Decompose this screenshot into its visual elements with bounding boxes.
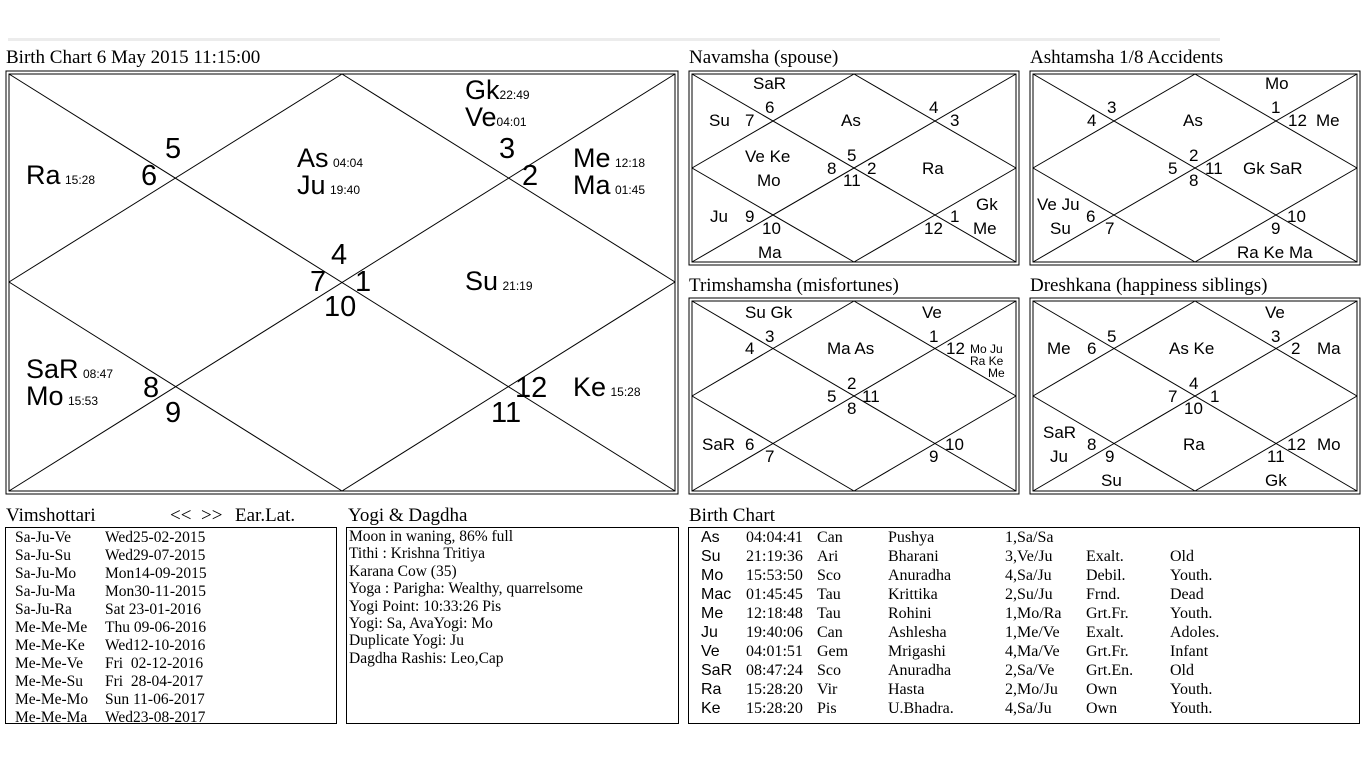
house-number: 5 <box>827 387 837 406</box>
pada-cell: 1,Sa/Sa <box>1005 529 1054 546</box>
house-number: 3 <box>1107 98 1117 117</box>
main-cell-top-right <box>465 75 530 133</box>
house-number: 2 <box>847 374 857 393</box>
nakshatra-cell: Hasta <box>888 681 925 698</box>
house-number: 1 <box>1210 387 1220 406</box>
house-number: 10 <box>1184 399 1203 418</box>
planet-time: 21:19 <box>502 279 533 293</box>
house-number: 10 <box>762 219 781 238</box>
chart-label: Su <box>1050 219 1071 238</box>
dreshkana-grid <box>1029 297 1361 495</box>
degree-cell: 19:40:06 <box>746 624 803 641</box>
planet-label: Su <box>465 266 499 296</box>
chart-label: Ve <box>1265 303 1285 322</box>
dasha-date: 28-04-2017 <box>123 673 204 690</box>
dasha-weekday: Mon <box>105 565 135 582</box>
chart-label: As <box>1183 111 1203 130</box>
dasha-name: Me-Me-Ve <box>15 655 84 672</box>
house-number: 3 <box>1271 327 1281 346</box>
degree-cell: 12:18:48 <box>746 605 803 622</box>
avastha-cell: Youth. <box>1170 681 1213 698</box>
chart-label: Mo Ju <box>970 342 1003 356</box>
chart-label: SaR <box>753 74 787 93</box>
house-number: 6 <box>765 98 775 117</box>
house-number: 6 <box>745 435 755 454</box>
sign-cell: Can <box>817 529 843 546</box>
sign-cell: Pis <box>817 700 837 717</box>
pada-cell: 1,Mo/Ra <box>1005 605 1062 622</box>
chart-label: Ju <box>1050 447 1068 466</box>
dignity-cell: Frnd. <box>1086 586 1121 603</box>
nakshatra-cell: Mrigashi <box>888 643 946 660</box>
house-number: 7 <box>745 111 755 130</box>
planet-time: 15:28 <box>610 385 641 399</box>
planet-time: 04:04 <box>332 156 363 170</box>
dasha-name: Sa-Ju-Ve <box>15 529 71 546</box>
chart-label: Ma <box>758 243 782 262</box>
chart-label: Ra Ke <box>970 354 1004 368</box>
house-number: 6 <box>141 160 158 192</box>
degree-cell: 08:47:24 <box>746 662 803 679</box>
yogi-line: Duplicate Yogi: Ju <box>349 632 464 650</box>
chart-label: As <box>841 111 861 130</box>
main-cell-right-top <box>573 143 645 201</box>
dasha-date: 11-06-2017 <box>129 691 205 708</box>
planet-label: Ma <box>573 170 611 200</box>
dignity-cell: Grt.En. <box>1086 662 1134 679</box>
planet-cell: Me <box>701 605 724 622</box>
degree-cell: 15:28:20 <box>746 700 803 717</box>
dasha-name: Sa-Ju-Mo <box>15 565 77 582</box>
dignity-cell: Grt.Fr. <box>1086 605 1129 622</box>
sign-cell: Ari <box>817 548 839 565</box>
dasha-weekday: Thu <box>105 619 130 636</box>
avastha-cell: Youth. <box>1170 567 1213 584</box>
dasha-date: 23-08-2017 <box>133 709 206 726</box>
chart-label: Me <box>973 219 997 238</box>
degree-cell: 21:19:36 <box>746 548 803 565</box>
birth-table-box <box>688 527 1360 724</box>
dasha-name: Sa-Ju-Ma <box>15 583 76 600</box>
planet-label: Mo <box>26 381 64 411</box>
planet-cell: Ke <box>701 700 721 717</box>
planet-time: 04:01 <box>496 115 527 129</box>
chart-label: SaR <box>1043 423 1077 442</box>
nakshatra-cell: Krittika <box>888 586 938 603</box>
planet-time: 01:45 <box>614 183 645 197</box>
degree-cell: 04:01:51 <box>746 643 803 660</box>
chart-label: Ma <box>1317 339 1341 358</box>
chart-label: Me <box>988 366 1005 380</box>
pada-cell: 4,Sa/Ju <box>1005 700 1052 717</box>
planet-label: Ju <box>297 170 326 200</box>
house-number: 8 <box>143 372 160 404</box>
navamsha-grid <box>688 70 1020 266</box>
chart-label: Ra Ke Ma <box>1237 243 1313 262</box>
nakshatra-cell: U.Bhadra. <box>888 700 954 717</box>
house-number: 4 <box>1087 111 1097 130</box>
house-number: 4 <box>745 339 755 358</box>
sign-cell: Tau <box>817 586 841 603</box>
avastha-cell: Old <box>1170 662 1194 679</box>
house-number: 11 <box>1205 159 1223 178</box>
house-number: 12 <box>1287 435 1306 454</box>
house-number: 10 <box>945 435 964 454</box>
house-number: 12 <box>946 339 965 358</box>
planet-cell: Ju <box>701 624 718 641</box>
planet-label: Me <box>573 143 611 173</box>
house-number: 9 <box>929 447 939 466</box>
sign-cell: Tau <box>817 605 841 622</box>
house-number: 7 <box>1105 219 1115 238</box>
dasha-weekday: Mon <box>105 583 135 600</box>
main-cell-center-right <box>465 266 533 297</box>
avastha-cell: Dead <box>1170 586 1204 603</box>
chart-label: Ve Ke <box>745 147 791 166</box>
chart-label: Ju <box>710 207 728 226</box>
main-chart-grid <box>5 70 679 495</box>
house-number: 9 <box>745 207 755 226</box>
dignity-cell: Own <box>1086 700 1118 717</box>
house-number: 3 <box>765 327 775 346</box>
house-number: 9 <box>1105 447 1115 466</box>
ashtamsha-title: Ashtamsha 1/8 Accidents <box>1030 47 1224 68</box>
yogi-line: Karana Cow (35) <box>349 562 457 580</box>
yogi-lines <box>349 528 583 667</box>
dasha-name: Me-Me-Mo <box>15 691 89 708</box>
chart-label: Su <box>1101 471 1122 490</box>
dasha-name: Me-Me-Me <box>15 619 88 636</box>
top-separator <box>8 38 1220 41</box>
chart-label: Gk SaR <box>1243 159 1303 178</box>
chart-label: Su <box>709 111 730 130</box>
dasha-name: Sa-Ju-Su <box>15 547 71 564</box>
ashtamsha-grid <box>1029 70 1361 266</box>
planet-time: 15:53 <box>67 394 98 408</box>
dasha-weekday: Wed <box>105 547 134 564</box>
dasha-weekday: Wed <box>105 529 134 546</box>
avastha-cell: Old <box>1170 548 1194 565</box>
house-number: 8 <box>827 159 837 178</box>
dignity-cell: Own <box>1086 681 1118 698</box>
sign-cell: Sco <box>817 662 841 679</box>
planet-time: 08:47 <box>82 367 114 381</box>
dasha-date: 23-01-2016 <box>124 601 202 618</box>
chart-label: Ve <box>922 303 942 322</box>
chart-label: Ra <box>1183 435 1205 454</box>
dasha-weekday: Sat <box>105 601 125 618</box>
nakshatra-cell: Bharani <box>888 548 939 565</box>
chart-label: Mo <box>1317 435 1341 454</box>
dignity-cell: Exalt. <box>1086 624 1124 641</box>
planet-time: 15:28 <box>64 173 95 187</box>
nakshatra-cell: Anuradha <box>888 662 952 679</box>
trimshamsha-grid <box>688 297 1020 495</box>
house-number: 1 <box>950 207 960 226</box>
dreshkana-title: Dreshkana (happiness siblings) <box>1030 275 1268 296</box>
chart-label: Mo <box>757 171 781 190</box>
house-number: 9 <box>1271 219 1281 238</box>
planet-cell: As <box>701 529 720 546</box>
planet-label: As <box>297 143 329 173</box>
dasha-name: Me-Me-Ma <box>15 709 88 726</box>
dasha-date: 14-09-2015 <box>134 565 207 582</box>
planet-cell: Ve <box>701 643 720 660</box>
house-number: 6 <box>1086 207 1096 226</box>
chart-label: Su Gk <box>745 303 793 322</box>
main-chart-title: Birth Chart 6 May 2015 11:15:00 <box>6 47 261 68</box>
dignity-cell: Debil. <box>1086 567 1126 584</box>
pada-cell: 2,Mo/Ju <box>1005 681 1058 698</box>
dasha-weekday: Wed <box>105 709 134 726</box>
pada-cell: 1,Me/Ve <box>1005 624 1060 641</box>
dasha-weekday: Wed <box>105 637 134 654</box>
house-number: 12 <box>924 219 943 238</box>
house-number: 5 <box>1107 327 1117 346</box>
planet-cell: Mo <box>701 567 724 584</box>
pada-cell: 4,Sa/Ju <box>1005 567 1052 584</box>
yogi-title: Yogi & Dagdha <box>348 505 468 526</box>
dasha-name: Me-Me-Ke <box>15 637 85 654</box>
degree-cell: 01:45:45 <box>746 586 803 603</box>
house-number: 4 <box>331 239 348 271</box>
house-number: 5 <box>847 146 857 165</box>
dasha-weekday: Fri <box>105 673 124 690</box>
planet-cell: SaR <box>701 662 733 679</box>
house-number: 11 <box>843 171 861 190</box>
birth-table-title: Birth Chart <box>689 505 776 526</box>
yogi-box <box>346 527 679 724</box>
yogi-line: Tithi : Krishna Tritiya <box>349 545 485 563</box>
yogi-line: Dagdha Rashis: Leo,Cap <box>349 649 504 667</box>
nakshatra-cell: Ashlesha <box>888 624 947 641</box>
house-number: 3 <box>950 111 960 130</box>
house-number: 10 <box>1287 207 1306 226</box>
avastha-cell: Youth. <box>1170 605 1213 622</box>
house-number: 5 <box>165 133 182 165</box>
nakshatra-cell: Rohini <box>888 605 932 622</box>
next-period-button[interactable]: >> <box>201 505 223 526</box>
house-number: 9 <box>165 397 182 429</box>
vimshottari-box <box>5 527 337 724</box>
pada-cell: 2,Sa/Ve <box>1005 662 1055 679</box>
sign-cell: Can <box>817 624 843 641</box>
house-number: 2 <box>522 160 539 192</box>
earlier-later-toggle[interactable]: Ear.Lat. <box>235 505 296 526</box>
avastha-cell: Youth. <box>1170 700 1213 717</box>
house-number: 2 <box>1189 146 1199 165</box>
sign-cell: Gem <box>817 643 849 660</box>
yogi-line: Yogi: Sa, AvaYogi: Mo <box>349 615 493 633</box>
planet-label: Gk <box>465 75 500 105</box>
house-number: 4 <box>929 98 939 117</box>
dasha-name: Sa-Ju-Ra <box>15 601 72 618</box>
house-number: 5 <box>1168 159 1178 178</box>
main-cell-left-top <box>26 160 95 191</box>
house-number: 7 <box>310 266 327 298</box>
sign-cell: Sco <box>817 567 841 584</box>
main-cell-top-center <box>297 143 363 201</box>
planet-label: Ke <box>573 372 607 402</box>
yogi-line: Yoga : Parigha: Wealthy, quarrelsome <box>349 580 583 598</box>
house-number: 7 <box>1168 387 1178 406</box>
house-number: 8 <box>847 399 857 418</box>
dignity-cell: Grt.Fr. <box>1086 643 1129 660</box>
house-number: 12 <box>1288 111 1307 130</box>
dasha-date: 09-06-2016 <box>129 619 207 636</box>
trimshamsha-title: Trimshamsha (misfortunes) <box>689 275 899 296</box>
planet-label: Ra <box>26 160 61 190</box>
chart-label: As Ke <box>1169 339 1215 358</box>
house-number: 1 <box>1271 98 1281 117</box>
pada-cell: 4,Ma/Ve <box>1005 643 1060 660</box>
house-number: 2 <box>867 159 877 178</box>
nakshatra-cell: Pushya <box>888 529 935 546</box>
house-number: 10 <box>324 291 357 323</box>
planet-label: Ve <box>465 102 497 132</box>
planet-time: 19:40 <box>329 183 361 197</box>
avastha-cell: Infant <box>1170 643 1209 660</box>
house-number: 2 <box>1291 339 1301 358</box>
chart-label: Gk <box>976 195 998 214</box>
dasha-weekday: Fri <box>105 655 124 672</box>
planet-label: SaR <box>26 354 79 384</box>
house-number: 8 <box>1087 435 1097 454</box>
chart-label: SaR <box>702 435 736 454</box>
degree-cell: 15:53:50 <box>746 567 803 584</box>
house-number: 1 <box>929 327 939 346</box>
degree-cell: 04:04:41 <box>746 529 803 546</box>
chart-label: Ra <box>922 159 944 178</box>
prev-period-button[interactable]: << <box>170 505 192 526</box>
house-number: 8 <box>1189 171 1199 190</box>
dasha-weekday: Sun <box>105 691 130 708</box>
chart-label: Ve Ju <box>1037 195 1080 214</box>
main-cell-left-bottom <box>26 354 113 412</box>
house-number: 7 <box>765 447 775 466</box>
chart-label: Me <box>1316 111 1340 130</box>
house-number: 6 <box>1087 339 1097 358</box>
chart-label: Gk <box>1265 471 1287 490</box>
yogi-line: Yogi Point: 10:33:26 Pis <box>349 597 502 615</box>
house-number: 11 <box>1267 447 1285 466</box>
house-number: 4 <box>1189 374 1199 393</box>
house-number: 12 <box>515 372 548 404</box>
chart-label: Me <box>1047 339 1071 358</box>
dasha-name: Me-Me-Su <box>15 673 84 690</box>
navamsha-title: Navamsha (spouse) <box>689 47 839 68</box>
nakshatra-cell: Anuradha <box>888 567 952 584</box>
house-number: 3 <box>499 133 516 165</box>
yogi-line: Moon in waning, 86% full <box>349 528 514 545</box>
pada-cell: 3,Ve/Ju <box>1005 548 1053 565</box>
degree-cell: 15:28:20 <box>746 681 803 698</box>
planet-cell: Mac <box>701 586 732 603</box>
vimshottari-title: Vimshottari <box>6 505 96 526</box>
chart-label: Ma As <box>827 339 875 358</box>
dignity-cell: Exalt. <box>1086 548 1124 565</box>
pada-cell: 2,Su/Ju <box>1005 586 1053 603</box>
house-number: 11 <box>862 387 880 406</box>
dasha-date: 25-02-2015 <box>133 529 206 546</box>
planet-cell: Ra <box>701 681 722 698</box>
house-number: 11 <box>491 397 522 429</box>
planet-time: 22:49 <box>499 88 530 102</box>
planet-time: 12:18 <box>614 156 645 170</box>
house-number: 1 <box>355 266 372 298</box>
chart-label: Mo <box>1265 74 1289 93</box>
avastha-cell: Adoles. <box>1170 624 1220 641</box>
dasha-date: 30-11-2015 <box>134 583 207 600</box>
sign-cell: Vir <box>817 681 838 698</box>
planet-cell: Su <box>701 548 721 565</box>
dasha-date: 02-12-2016 <box>123 655 204 672</box>
dasha-date: 12-10-2016 <box>133 637 206 654</box>
main-cell-right-bottom <box>573 372 641 403</box>
dasha-date: 29-07-2015 <box>133 547 206 564</box>
